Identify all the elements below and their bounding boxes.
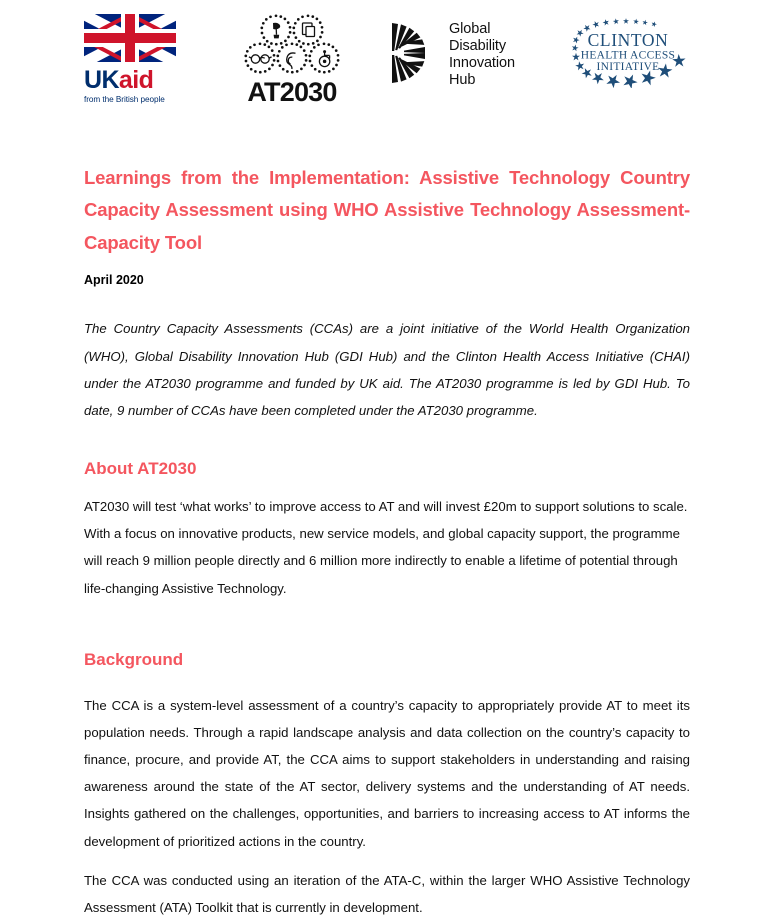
- gdi-hub-wordmark: [449, 21, 515, 89]
- section-heading-background: Background: [84, 649, 184, 669]
- background-paragraph-2: The CCA was conducted using an iteration of the ATA-C, within the larger WHO Assistive Technology Assessment (ATA) Toolkit that is currently in development.: [84, 872, 690, 915]
- uk-aid-tagline: from the British people: [84, 95, 165, 104]
- chai-line-3: INITIATIVE: [596, 61, 660, 73]
- at2030-logo: [238, 14, 346, 108]
- uk-aid-wordmark: [84, 67, 176, 94]
- uk-aid-word-uk: UK: [84, 66, 119, 94]
- clinton-health-access-initiative-logo: [555, 18, 703, 88]
- background-paragraph-1: The CCA is a system-level assessment of a country’s capacity to appropriately provide AT to meet its population needs. Through a rapid landscape analysis and data collection on the country’s capacity to finance, procure, and provide AT, the CCA aims to support stakeholders in understanding and raising awareness around the state of the AT sector, delivery systems and the understanding of AT needs. Insights gathered on the challenges, opportunities, and barriers to increasing access to AT informs the development of prioritized actions in the country.: [84, 697, 690, 849]
- logo-header-bar: [0, 0, 774, 120]
- section-heading-about-at2030: About AT2030: [84, 458, 197, 478]
- intro-paragraph: The Country Capacity Assessments (CCAs) are a joint initiative of the World Health Organization (WHO), Global Disability Innovation Hub (GDI Hub) and the Clinton Health Access Initiative (CHAI) under the AT2030 programme and funded by UK aid. The AT2030 programme is led by GDI Hub. To date, 9 number of CCAs have been completed under the AT2030 programme.: [84, 321, 690, 419]
- document-body: [0, 162, 774, 921]
- global-disability-innovation-hub-logo: [388, 20, 515, 89]
- chai-stars-icon: [555, 18, 703, 88]
- chai-line-2: HEALTH ACCESS: [580, 49, 676, 62]
- chai-line-1: CLINTON: [587, 30, 669, 50]
- gdi-hub-line-3: Innovation: [449, 55, 515, 72]
- gdi-hub-line-2: Disability: [449, 38, 507, 55]
- gdi-hub-line-4: Hub: [449, 72, 476, 89]
- union-jack-flag-icon: [84, 14, 176, 62]
- gdi-hub-line-1: Global: [449, 21, 491, 37]
- page-title: Learnings from the Implementation: Assistive Technology Country Capacity Assessment using WHO Assistive Technology Assessment-Capacity Tool: [84, 167, 690, 253]
- uk-aid-logo: [84, 14, 176, 104]
- gdi-hub-mark-icon: [388, 20, 440, 86]
- uk-aid-word-aid: aid: [118, 66, 154, 94]
- at2030-icon-cluster: [238, 14, 346, 76]
- publication-date: April 2020: [84, 273, 144, 288]
- about-at2030-paragraph: AT2030 will test ‘what works’ to improve access to AT and will invest £20m to support solutions to scale. With a focus on innovative products, new service models, and global capacity support, the programme will reach 9 million people directly and 6 million more indirectly to enable a lifetime of potential through life-changing Assistive Technology.: [84, 498, 688, 596]
- at2030-wordmark: AT2030: [247, 77, 337, 107]
